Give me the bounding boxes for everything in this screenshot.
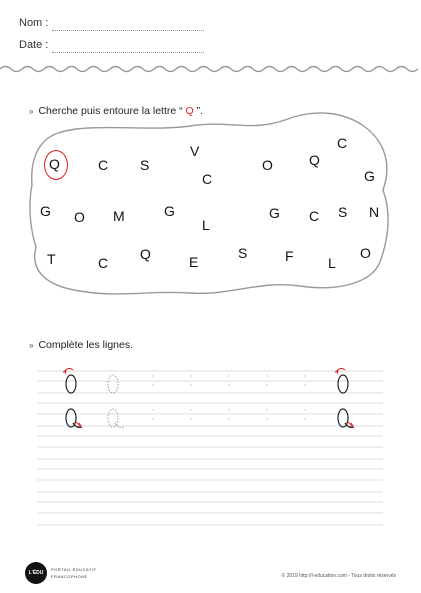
letter[interactable]: C: [98, 157, 109, 173]
letter[interactable]: O: [262, 157, 273, 173]
bullet-icon: »: [29, 341, 34, 350]
letter[interactable]: N: [369, 204, 380, 220]
cursive-q-trace: [108, 409, 124, 428]
instruction-suffix: ”.: [196, 105, 204, 117]
target-letter: Q: [185, 105, 194, 117]
letter[interactable]: L: [328, 255, 336, 271]
portal-line2: FRANCOPHONE: [51, 574, 88, 579]
letter[interactable]: C: [337, 135, 348, 151]
letter[interactable]: S: [238, 245, 248, 261]
letter[interactable]: O: [360, 245, 371, 261]
letter[interactable]: G: [364, 168, 375, 184]
instruction-text: Complète les lignes.: [38, 339, 133, 351]
letter[interactable]: T: [47, 251, 56, 267]
letter[interactable]: Q: [309, 152, 320, 168]
letter[interactable]: G: [40, 203, 51, 219]
date-label: Date :: [19, 39, 49, 51]
letter[interactable]: S: [140, 157, 150, 173]
cursive-q-model-left: [66, 409, 82, 428]
letter[interactable]: F: [285, 248, 294, 264]
portal-line1: PORTAIL ÉDUCATIF: [51, 567, 97, 572]
letter[interactable]: S: [338, 204, 348, 220]
letter[interactable]: O: [74, 209, 85, 225]
letter[interactable]: Q: [140, 246, 151, 262]
edu-logo: L'ÉDU: [25, 562, 47, 584]
cursive-o-trace: [108, 375, 118, 393]
name-label: Nom :: [19, 17, 49, 29]
trace-dots-row2: [152, 409, 305, 419]
guide-lines: [37, 371, 383, 525]
letter[interactable]: E: [189, 254, 199, 270]
letter[interactable]: V: [190, 143, 200, 159]
letter[interactable]: C: [202, 171, 213, 187]
letter[interactable]: C: [98, 255, 109, 271]
trace-dots-row1: [152, 375, 305, 385]
bullet-icon: »: [29, 107, 34, 116]
cursive-q-model-right: [338, 409, 354, 428]
copyright-text: © 2019 http://l-education.com - Tous droits réservés: [281, 573, 396, 579]
letter[interactable]: G: [164, 203, 175, 219]
letter[interactable]: C: [309, 208, 320, 224]
letter[interactable]: Q: [49, 156, 60, 172]
instruction-prefix: Cherche puis entoure la lettre “: [38, 105, 183, 117]
letter[interactable]: L: [202, 217, 210, 233]
letter[interactable]: M: [113, 208, 125, 224]
letter[interactable]: G: [269, 205, 280, 221]
